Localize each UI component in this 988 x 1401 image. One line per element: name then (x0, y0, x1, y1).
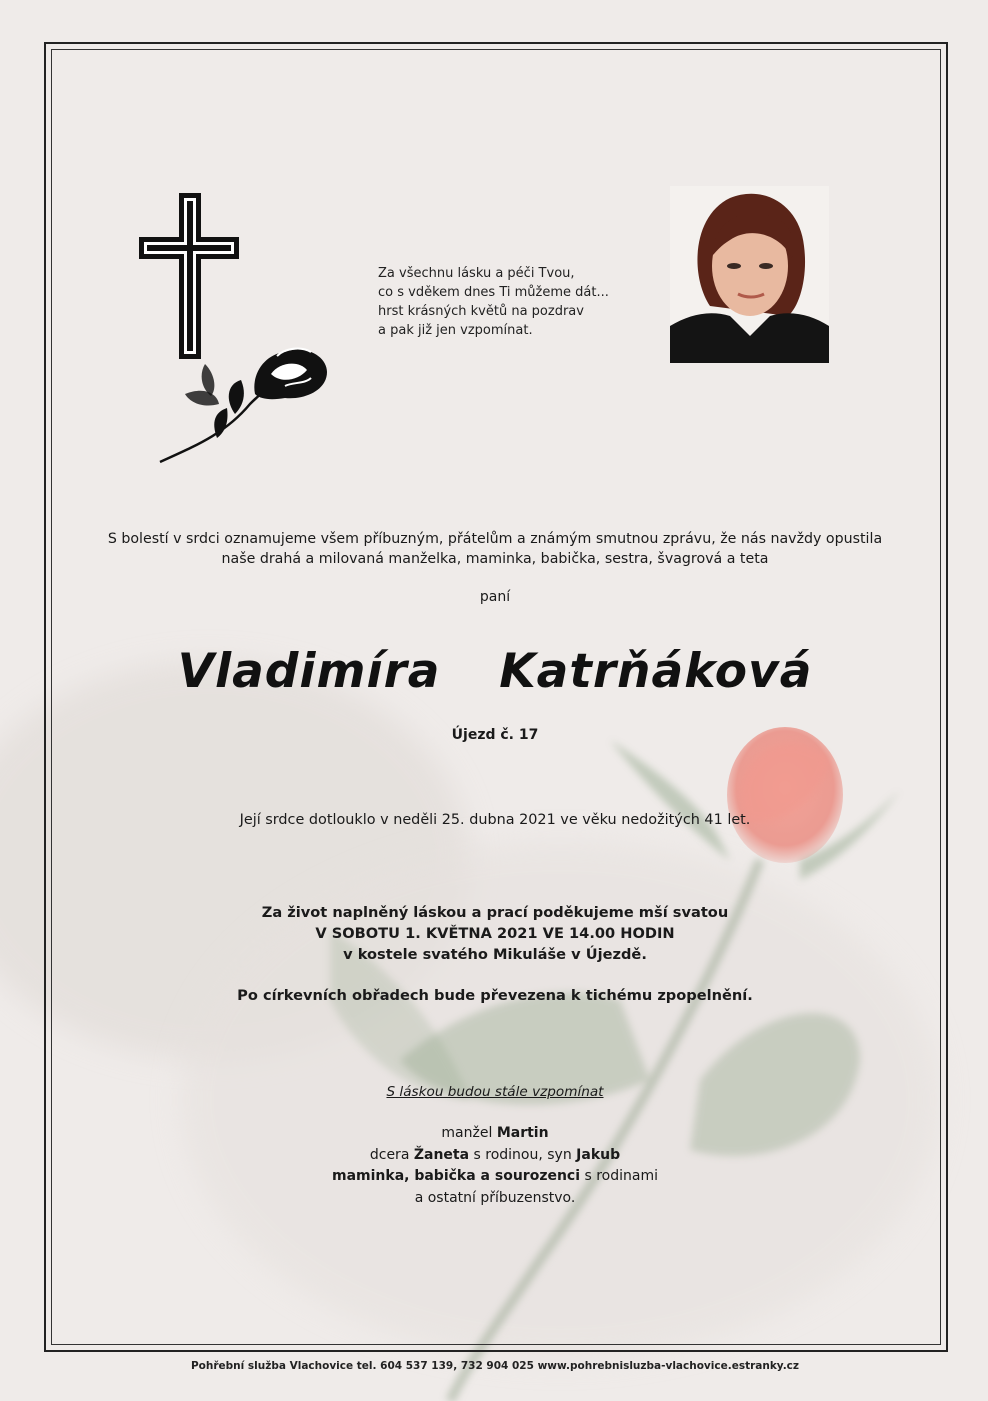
mourners-heading: S láskou budou stále vzpomínat (386, 1084, 604, 1100)
verse-line: a pak již jen vzpomínat. (378, 323, 533, 338)
verse-line: Za všechnu lásku a péči Tvou, (378, 266, 575, 281)
funeral-details (60, 902, 930, 965)
announcement-line: naše drahá a milovaná manželka, maminka, babička, sestra, švagrová a teta (221, 551, 769, 567)
mourner-line (60, 1123, 930, 1145)
deceased-name: Vladimíra Katrňáková (177, 644, 813, 699)
deceased-address: Újezd č. 17 (451, 727, 539, 743)
mourner-line (60, 1166, 930, 1188)
mourners-list (60, 1123, 930, 1209)
cremation-note: Po církevních obřadech bude převezena k tichému zpopelnění. (237, 987, 753, 1004)
mourner-name: maminka, babička a sourozenci (332, 1168, 581, 1184)
funeral-place: v kostele svatého Mikuláše v Újezdě. (343, 946, 647, 963)
rose-ornament-icon (155, 334, 333, 469)
mourner-relation: dcera (369, 1146, 410, 1163)
honorific: paní (479, 589, 511, 605)
mourner-relation: s rodinami (584, 1168, 658, 1184)
verse-line: hrst krásných květů na pozdrav (378, 304, 584, 319)
footer-funeral-service: Pohřební služba Vlachovice tel. 604 537 139, 732 904 025 www.pohrebnisluzba-vlachovice.estranky.cz (190, 1360, 800, 1372)
mourner-name: Martin (496, 1125, 549, 1141)
mourner-relation: manžel (441, 1125, 493, 1141)
mourner-line (60, 1145, 930, 1167)
mourner-relation: s rodinou, syn (473, 1146, 572, 1163)
portrait-photo (670, 186, 829, 363)
mourner-line: a ostatní příbuzenstvo. (414, 1189, 576, 1206)
announcement-line: S bolestí v srdci oznamujeme všem příbuzným, přátelům a známým smutnou zprávu, že nás navždy opustila (107, 531, 883, 547)
funeral-line: Za život naplněný láskou a prací poděkujeme mší svatou (261, 904, 729, 921)
funeral-date: V SOBOTU 1. KVĚTNA 2021 VE 14.00 HODIN (315, 925, 675, 942)
mourner-name: Žaneta (413, 1146, 470, 1163)
mourner-name: Jakub (576, 1146, 621, 1163)
announcement-text (60, 529, 930, 569)
verse-line: co s vděkem dnes Ti můžeme dát... (378, 285, 609, 300)
death-notice: Její srdce dotlouklo v neděli 25. dubna 2021 ve věku nedožitých 41 let. (239, 812, 751, 828)
memorial-verse (378, 264, 609, 340)
